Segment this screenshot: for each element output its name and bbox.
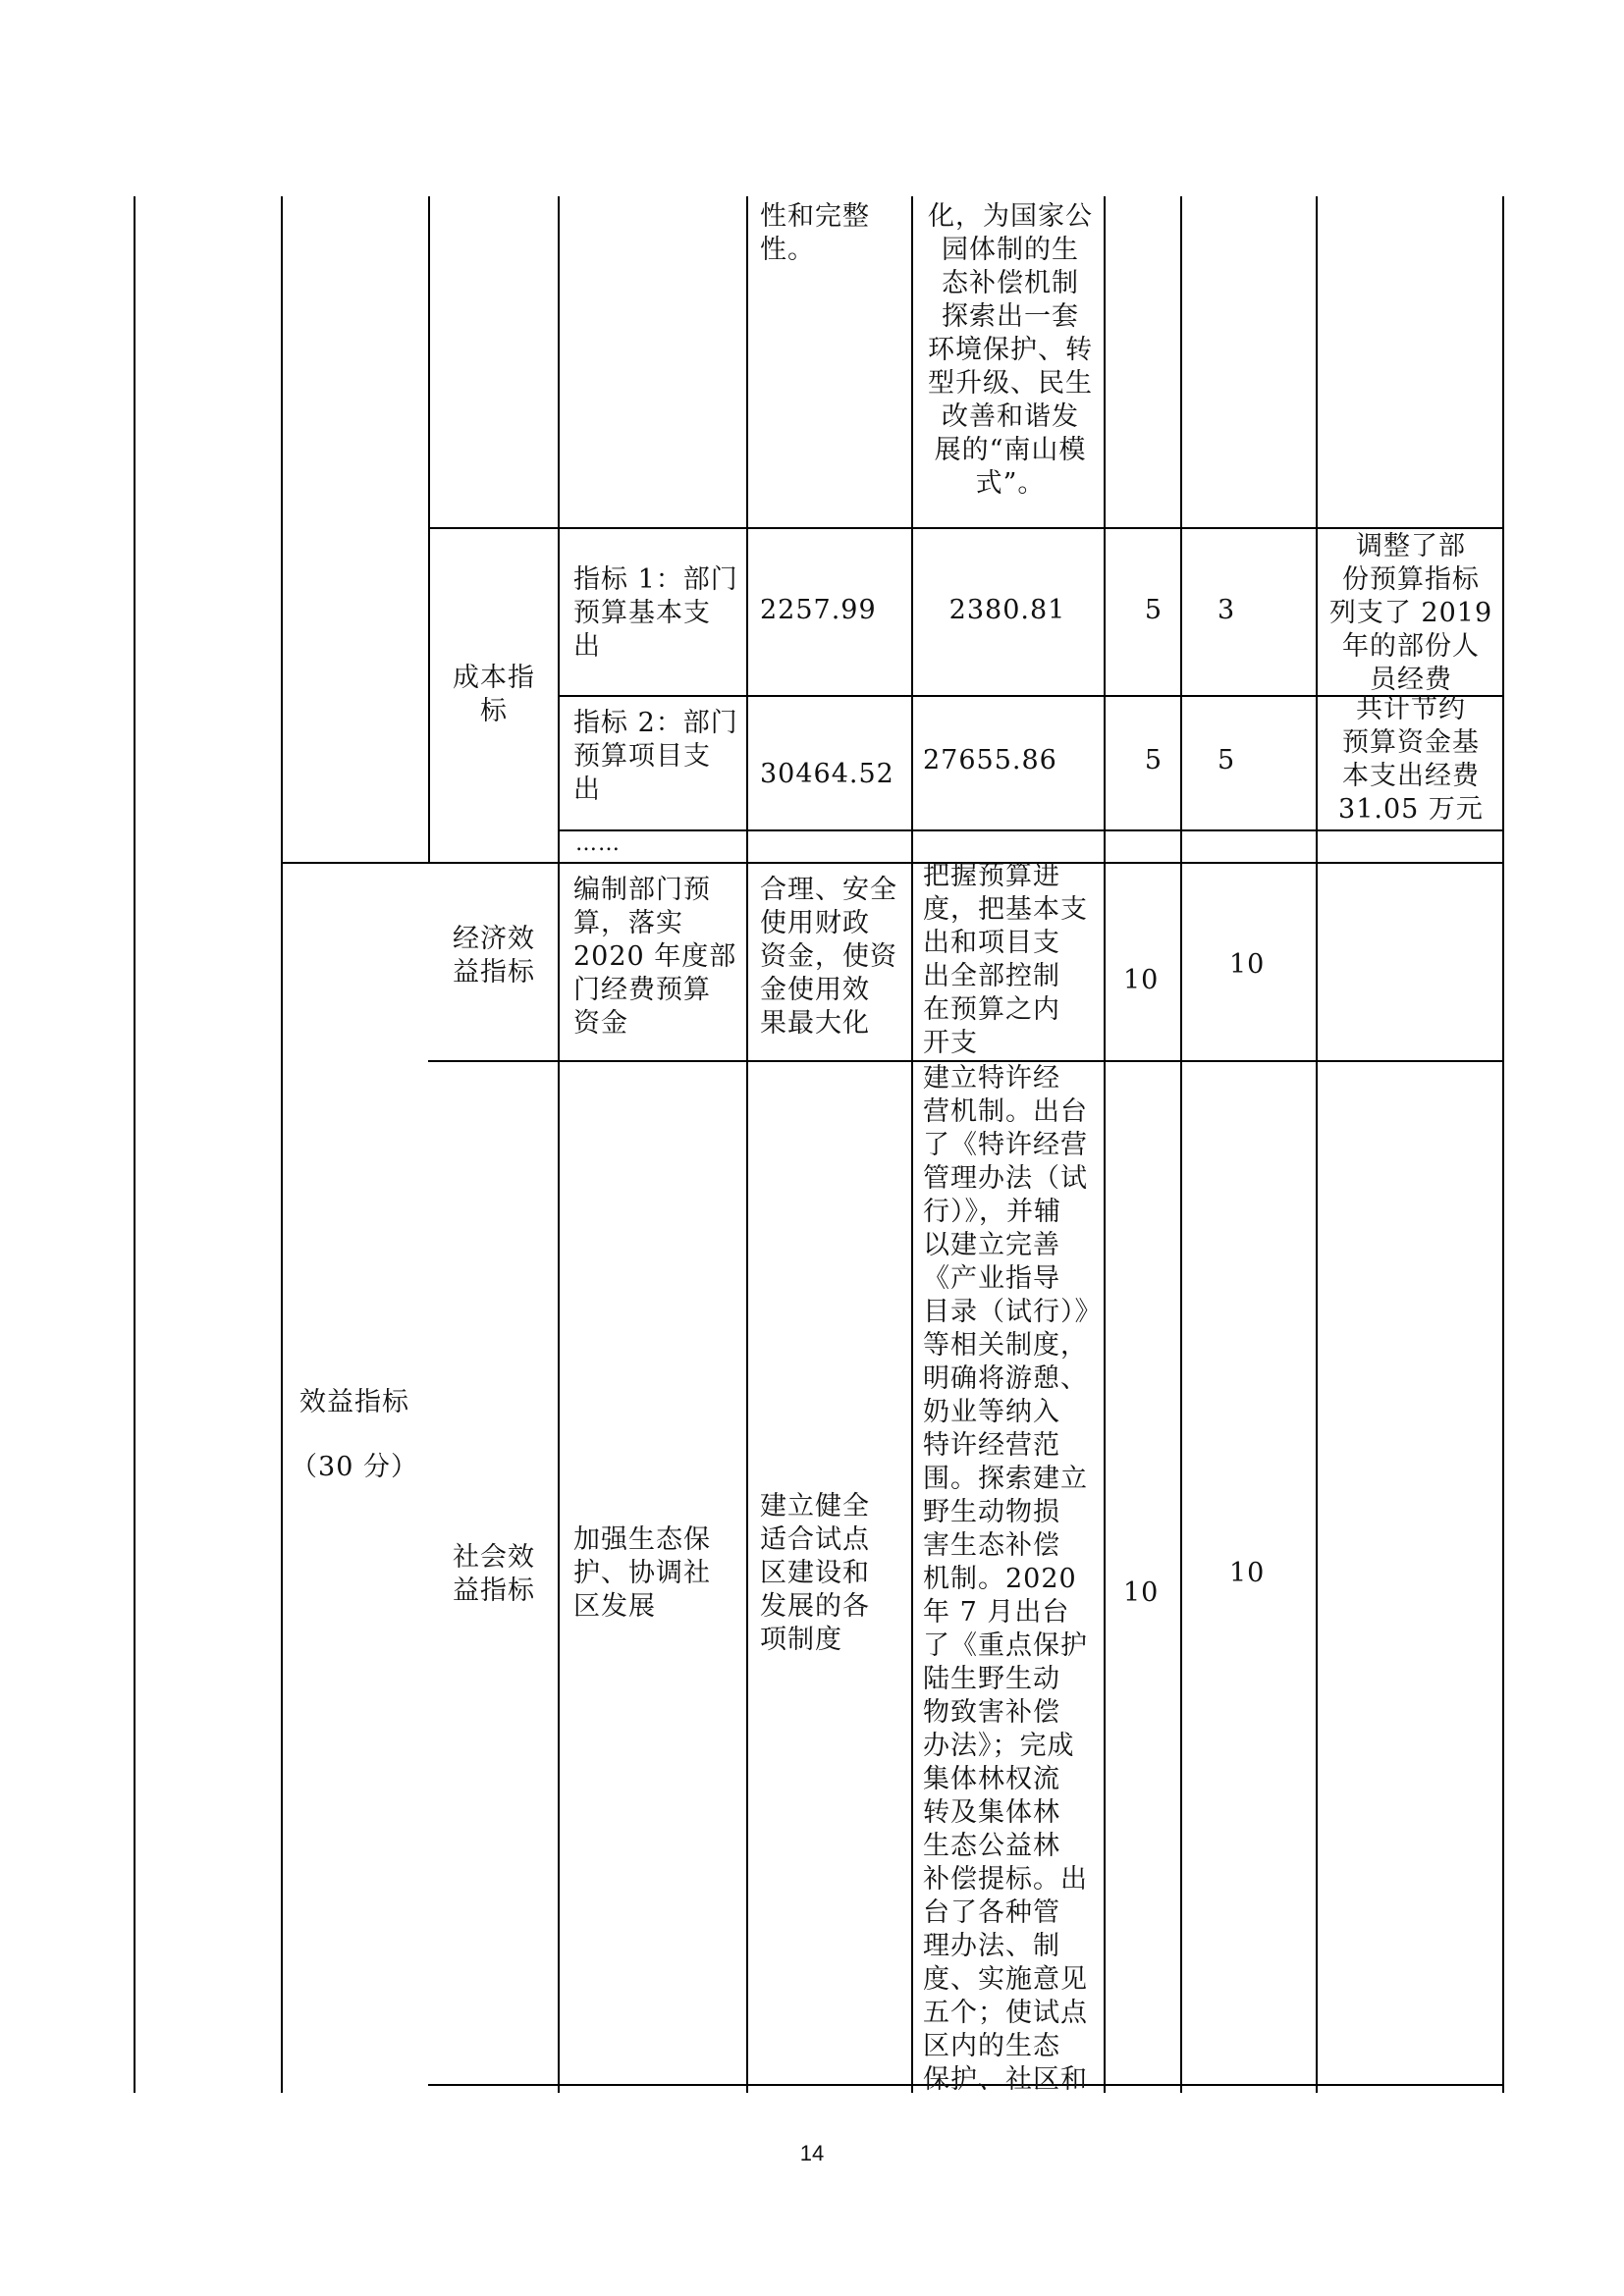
social-target: 建立健全 适合试点 区建设和 发展的各 项制度 <box>760 1491 870 1655</box>
cost-row-2-actual: 27655.86 <box>923 745 1057 775</box>
economic-actual: 把握预算进 度，把基本支 出和项目支 出全部控制 在预算之内 开支 <box>923 861 1088 1058</box>
row-line-cost-top <box>428 527 1504 529</box>
economic-score: 10 <box>1229 949 1266 980</box>
row-line-cost-2 <box>558 829 1504 831</box>
cost-row-1-note: 调整了部 份预算指标 列支了 2019 年的部份人 员经费 <box>1328 531 1493 695</box>
economic-weight: 10 <box>1123 965 1160 995</box>
cost-row-1-actual: 2380.81 <box>948 595 1066 625</box>
table-col-line-8 <box>1316 196 1318 2093</box>
economic-name: 编制部门预 算，落实 2020 年度部 门经费预算 资金 <box>573 875 737 1039</box>
benefit-indicator-points: （30 分） <box>291 1452 418 1482</box>
social-actual: 建立特许经 营机制。出台 了《特许经营 管理办法（试 行）》，并辅 以建立完善 《产业指导 目录（试行）》 等相关制度， 明确将游憩、 奶业等纳入 特许经营范 围。探索建立 野生动物损 害生态补偿 机制。2020 年 7 月出台 了《重点保护 陆生野生动 物致害补偿 办法》；完成 集体林权流 转及集体林 生态公益林 补偿提标。出 台了各种管 理办法、制 度、实施意见 五个；使试点 区内的生态 保护、社区和 <box>923 1063 1103 2095</box>
table-border-left <box>134 196 135 2093</box>
table-col-line-4 <box>746 196 748 2093</box>
social-name: 加强生态保 护、协调社 区发展 <box>573 1524 711 1622</box>
table-col-line-1 <box>281 196 283 2093</box>
cost-row-2-name: 指标 2：部门 预算项目支 出 <box>573 708 738 805</box>
cost-row-2-score: 5 <box>1218 745 1236 775</box>
cost-row-1-target: 2257.99 <box>760 595 877 625</box>
table-col-line-2 <box>428 196 430 862</box>
cost-indicator-label: 成本指 标 <box>453 663 535 726</box>
row-line-benefit-top <box>281 862 1504 864</box>
cost-row-1-name: 指标 1：部门 预算基本支 出 <box>573 564 738 662</box>
table-col-line-5 <box>911 196 913 2093</box>
continuation-target-cell: 性和完整 性。 <box>760 201 870 265</box>
cost-ellipsis: …… <box>575 831 621 856</box>
social-weight: 10 <box>1123 1577 1160 1608</box>
cost-row-1-weight: 5 <box>1144 595 1163 625</box>
social-score: 10 <box>1229 1558 1266 1588</box>
cost-row-2-weight: 5 <box>1144 745 1163 775</box>
economic-target: 合理、安全 使用财政 资金，使资 金使用效 果最大化 <box>760 875 897 1039</box>
social-indicator-label: 社会效 益指标 <box>453 1542 535 1606</box>
economic-indicator-label: 经济效 益指标 <box>453 924 535 988</box>
cost-row-2-target: 30464.52 <box>760 759 894 789</box>
cost-row-2-note: 共计节约 预算资金基 本支出经费 31.05 万元 <box>1338 694 1484 825</box>
page-number: 14 <box>799 2141 825 2165</box>
cost-row-1-score: 3 <box>1218 595 1236 625</box>
table-col-line-7 <box>1180 196 1182 2093</box>
table-border-right <box>1502 196 1504 2093</box>
continuation-actual-cell: 化，为国家公 园体制的生 态补偿机制 探索出一套 环境保护、转 型升级、民生 改善和谐发 展的“南山模 式”。 <box>928 201 1093 499</box>
table-col-line-3 <box>558 196 560 2093</box>
benefit-indicator-label: 效益指标 <box>299 1387 409 1417</box>
